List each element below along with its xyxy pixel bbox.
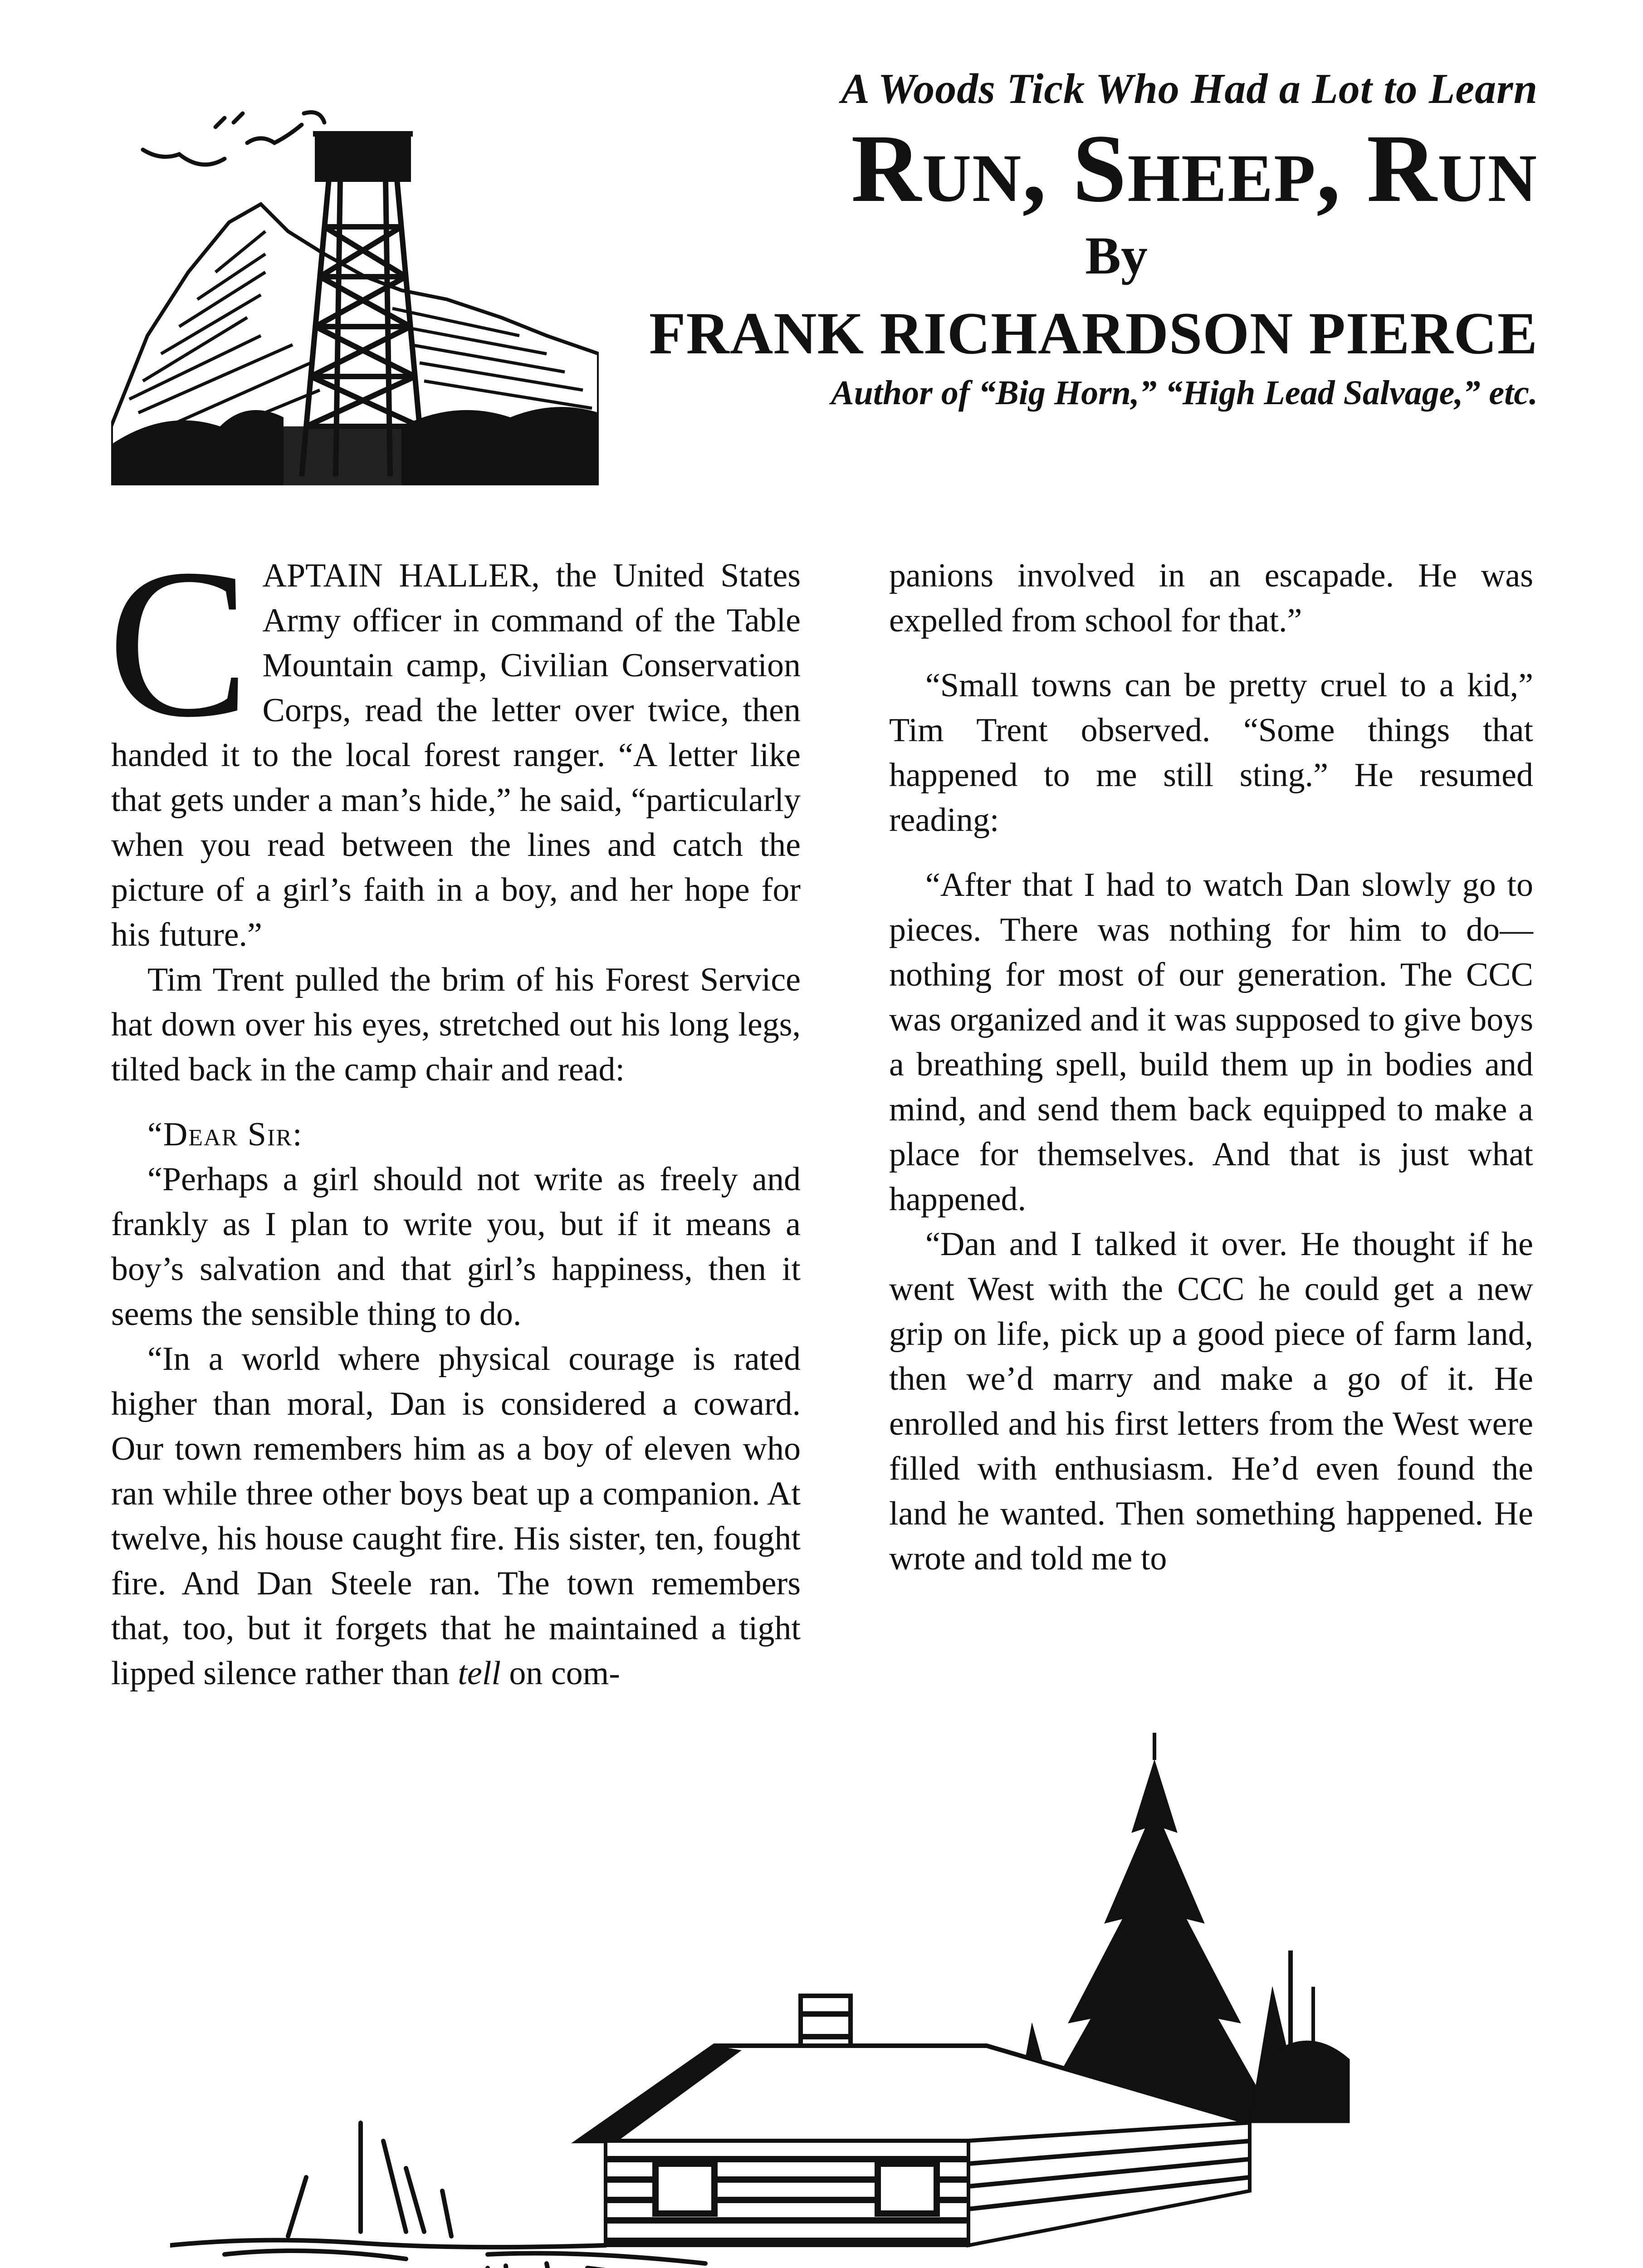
letter-paragraph: “Perhaps a girl should not write as freely and frankly as I plan to write you, but if it means a boy’s salvation and that girl’s happiness, then it seems the sensible thing to do. — [111, 1161, 801, 1333]
letter-paragraph-text: “In a world where physical courage is rated higher than moral, Dan is considered a coward. Our town remembers him as a boy of eleven who ran while three other boys beat up a companion. At twelve, his house caught fire. His sister, ten, fought fire. And Dan Steele ran. The town remembers that, too, but it forgets that he maintained a tight lipped silence rather than — [111, 1340, 801, 1692]
letter-paragraph: “After that I had to watch Dan slowly go to pieces. There was nothing for him to do—nothing for most of our generation. The CCC was organized and it was supposed to give boys a breathing spell, build them up in bodies and mind, and send them back equipped to make a place for themselves. And that is just what happened. — [889, 866, 1533, 1218]
letter-paragraph: “Dan and I talked it over. He thought if he went West with the CCC he could get a new grip on life, pick up a good piece of farm land, then we’d marry and make a go of it. He enrolled and his first letters from the West were filled with enthusiasm. He’d even found the land he wanted. Then something happened. He wrote and told me to — [889, 1226, 1533, 1577]
article-title: Run, Sheep, Run — [851, 114, 1538, 222]
log-cabin-illustration — [170, 1733, 1359, 2268]
letter-salutation: “Dear Sir: — [147, 1116, 303, 1153]
drop-cap: C — [108, 525, 250, 761]
left-column — [108, 525, 801, 1696]
continued-paragraph: panions involved in an escapade. He was expelled from school for that.” — [889, 557, 1533, 639]
letter-paragraph-text: on com- — [500, 1655, 620, 1692]
paragraph: “Small towns can be pretty cruel to a kid,” Tim Trent observed. “Some things that happened to me still sting.” He resumed reading: — [889, 667, 1533, 839]
author-name: FRANK RICHARDSON PIERCE — [649, 299, 1538, 367]
pine-tree-drawing — [1014, 1733, 1350, 2123]
lookout-tower-illustration — [111, 82, 599, 485]
letter-paragraph — [111, 1337, 801, 1696]
article-kicker: A Woods Tick Who Had a Lot to Learn — [841, 65, 1538, 112]
opening-paragraph-text: APTAIN HALLER, the United States Army officer in command of the Table Mountain camp, Civilian Conservation Corps, read the letter over twice, then handed it to the local forest ranger. “A letter like that gets under a man’s hide,” he said, “particularly when you read between the lines and catch the picture of a girl’s faith in a boy, and her hope for his future.” — [111, 557, 801, 953]
right-column — [889, 553, 1533, 1581]
emphasis-text: tell — [458, 1655, 501, 1692]
author-credits: Author of “Big Horn,” “High Lead Salvage,” etc. — [831, 373, 1538, 412]
byline-label: By — [1085, 225, 1148, 285]
paragraph: Tim Trent pulled the brim of his Forest Service hat down over his eyes, stretched out his long legs, tilted back in the camp chair and read: — [111, 961, 801, 1088]
opening-paragraph — [108, 525, 801, 958]
article-header — [599, 64, 1538, 413]
birds-drawing — [143, 112, 324, 165]
letter-block — [111, 1112, 801, 1696]
